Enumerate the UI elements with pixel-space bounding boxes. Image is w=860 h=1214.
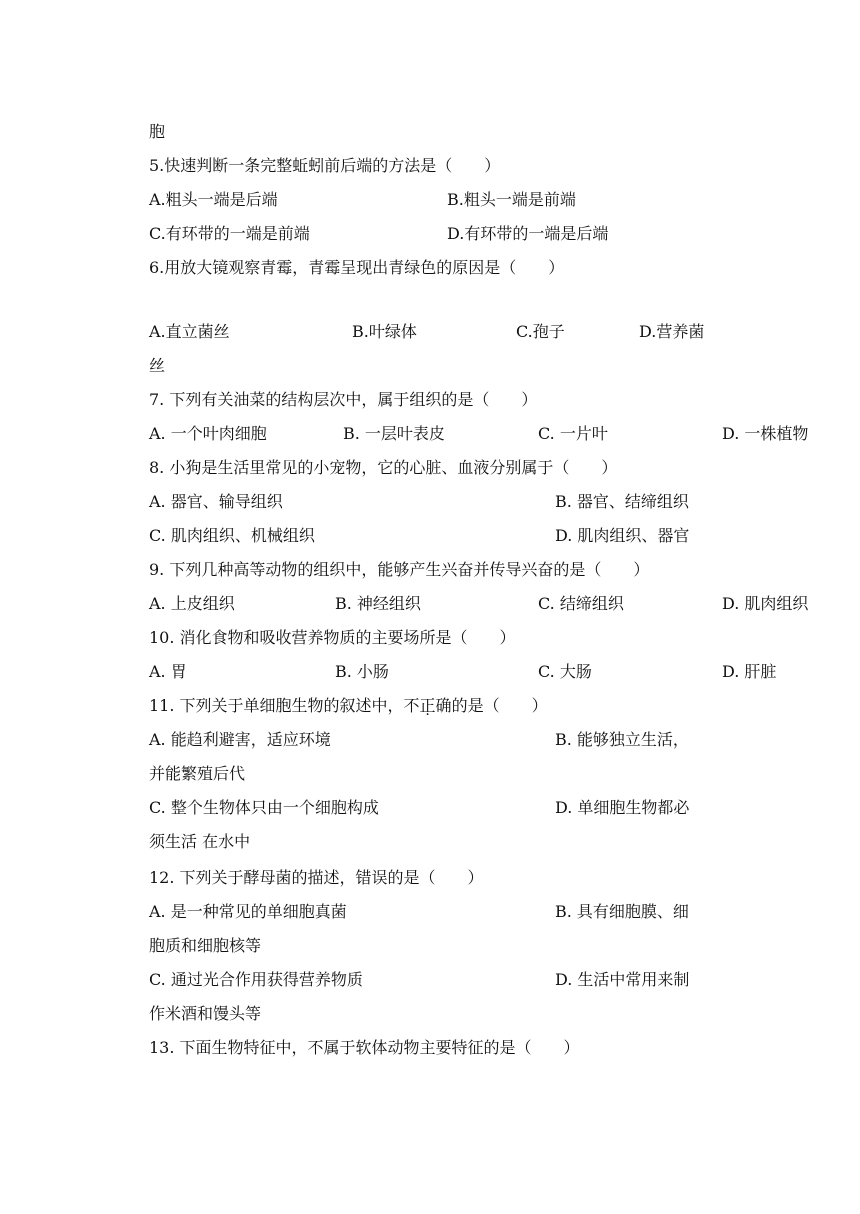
q5-option-c: C.有环带的一端是前端 xyxy=(149,224,310,243)
q12-option-a: A. 是一种常见的单细胞真菌 xyxy=(149,902,347,921)
q11-option-b: B. 能够独立生活， xyxy=(555,730,689,749)
q12-option-d: D. 生活中常用来制 xyxy=(555,970,690,989)
q7-option-a: A. 一个叶肉细胞 xyxy=(149,424,267,443)
question-13: 13. 下面生物特征中，不属于软体动物主要特征的是（ ） xyxy=(149,1038,580,1057)
q6-option-b: B.叶绿体 xyxy=(352,322,417,341)
question-4-continuation: 胞 xyxy=(149,122,166,141)
q6-option-d: D.营养菌 xyxy=(639,322,705,341)
q11-option-d: D. 单细胞生物都必 xyxy=(555,798,690,817)
q11-option-c: C. 整个生物体只由一个细胞构成 xyxy=(149,798,379,817)
q5-option-b: B.粗头一端是前端 xyxy=(447,190,576,209)
q11-emphasis-dotted: 不正确 xyxy=(403,696,452,715)
q8-option-d: D. 肌肉组织、器官 xyxy=(555,526,690,545)
question-7: 7. 下列有关油菜的结构层次中，属于组织的是（ ） xyxy=(149,390,538,409)
q9-option-b: B. 神经组织 xyxy=(335,594,421,613)
q10-option-a: A. 胃 xyxy=(149,662,187,681)
q7-option-c: C. 一片叶 xyxy=(538,424,608,443)
q11-option-a: A. 能趋利避害，适应环境 xyxy=(149,730,331,749)
q9-option-d: D. 肌肉组织 xyxy=(722,594,809,613)
q7-option-d: D. 一株植物 xyxy=(722,424,809,443)
q9-option-a: A. 上皮组织 xyxy=(149,594,235,613)
question-5: 5.快速判断一条完整蚯蚓前后端的方法是（ ） xyxy=(149,156,501,175)
q10-option-d: D. 肝脏 xyxy=(722,662,777,681)
q6-option-d-continuation: 丝 xyxy=(149,356,166,375)
q11-stem-start: 11. 下列关于单细胞生物的叙述中， xyxy=(149,696,404,715)
q8-option-a: A. 器官、输导组织 xyxy=(149,492,283,511)
question-6: 6.用放大镜观察青霉，青霉呈现出青绿色的原因是（ ） xyxy=(149,258,565,277)
question-9: 9. 下列几种高等动物的组织中，能够产生兴奋并传导兴奋的是（ ） xyxy=(149,560,650,579)
q12-option-d-continuation: 作米酒和馒头等 xyxy=(149,1004,262,1023)
q10-option-b: B. 小肠 xyxy=(335,662,389,681)
question-11 xyxy=(149,696,548,716)
q9-option-c: C. 结缔组织 xyxy=(538,594,624,613)
q11-option-b-continuation: 并能繁殖后代 xyxy=(149,764,246,783)
q11-stem-end: 的是（ ） xyxy=(451,696,548,715)
q5-option-a: A.粗头一端是后端 xyxy=(149,190,278,209)
q12-option-b-continuation: 胞质和细胞核等 xyxy=(149,936,262,955)
question-8: 8. 小狗是生活里常见的小宠物，它的心脏、血液分别属于（ ） xyxy=(149,458,618,477)
q8-option-c: C. 肌肉组织、机械组织 xyxy=(149,526,315,545)
q8-option-b: B. 器官、结缔组织 xyxy=(555,492,689,511)
question-10: 10. 消化食物和吸收营养物质的主要场所是（ ） xyxy=(149,628,516,647)
q7-option-b: B. 一层叶表皮 xyxy=(343,424,445,443)
q11-option-d-continuation: 须生活 在水中 xyxy=(149,832,251,851)
q5-option-d: D.有环带的一端是后端 xyxy=(447,224,609,243)
q6-option-a: A.直立菌丝 xyxy=(149,322,230,341)
q10-option-c: C. 大肠 xyxy=(538,662,592,681)
q12-option-b: B. 具有细胞膜、细 xyxy=(555,902,689,921)
question-12: 12. 下列关于酵母菌的描述，错误的是（ ） xyxy=(149,868,484,887)
q6-option-c: C.孢子 xyxy=(516,322,565,341)
q12-option-c: C. 通过光合作用获得营养物质 xyxy=(149,970,363,989)
